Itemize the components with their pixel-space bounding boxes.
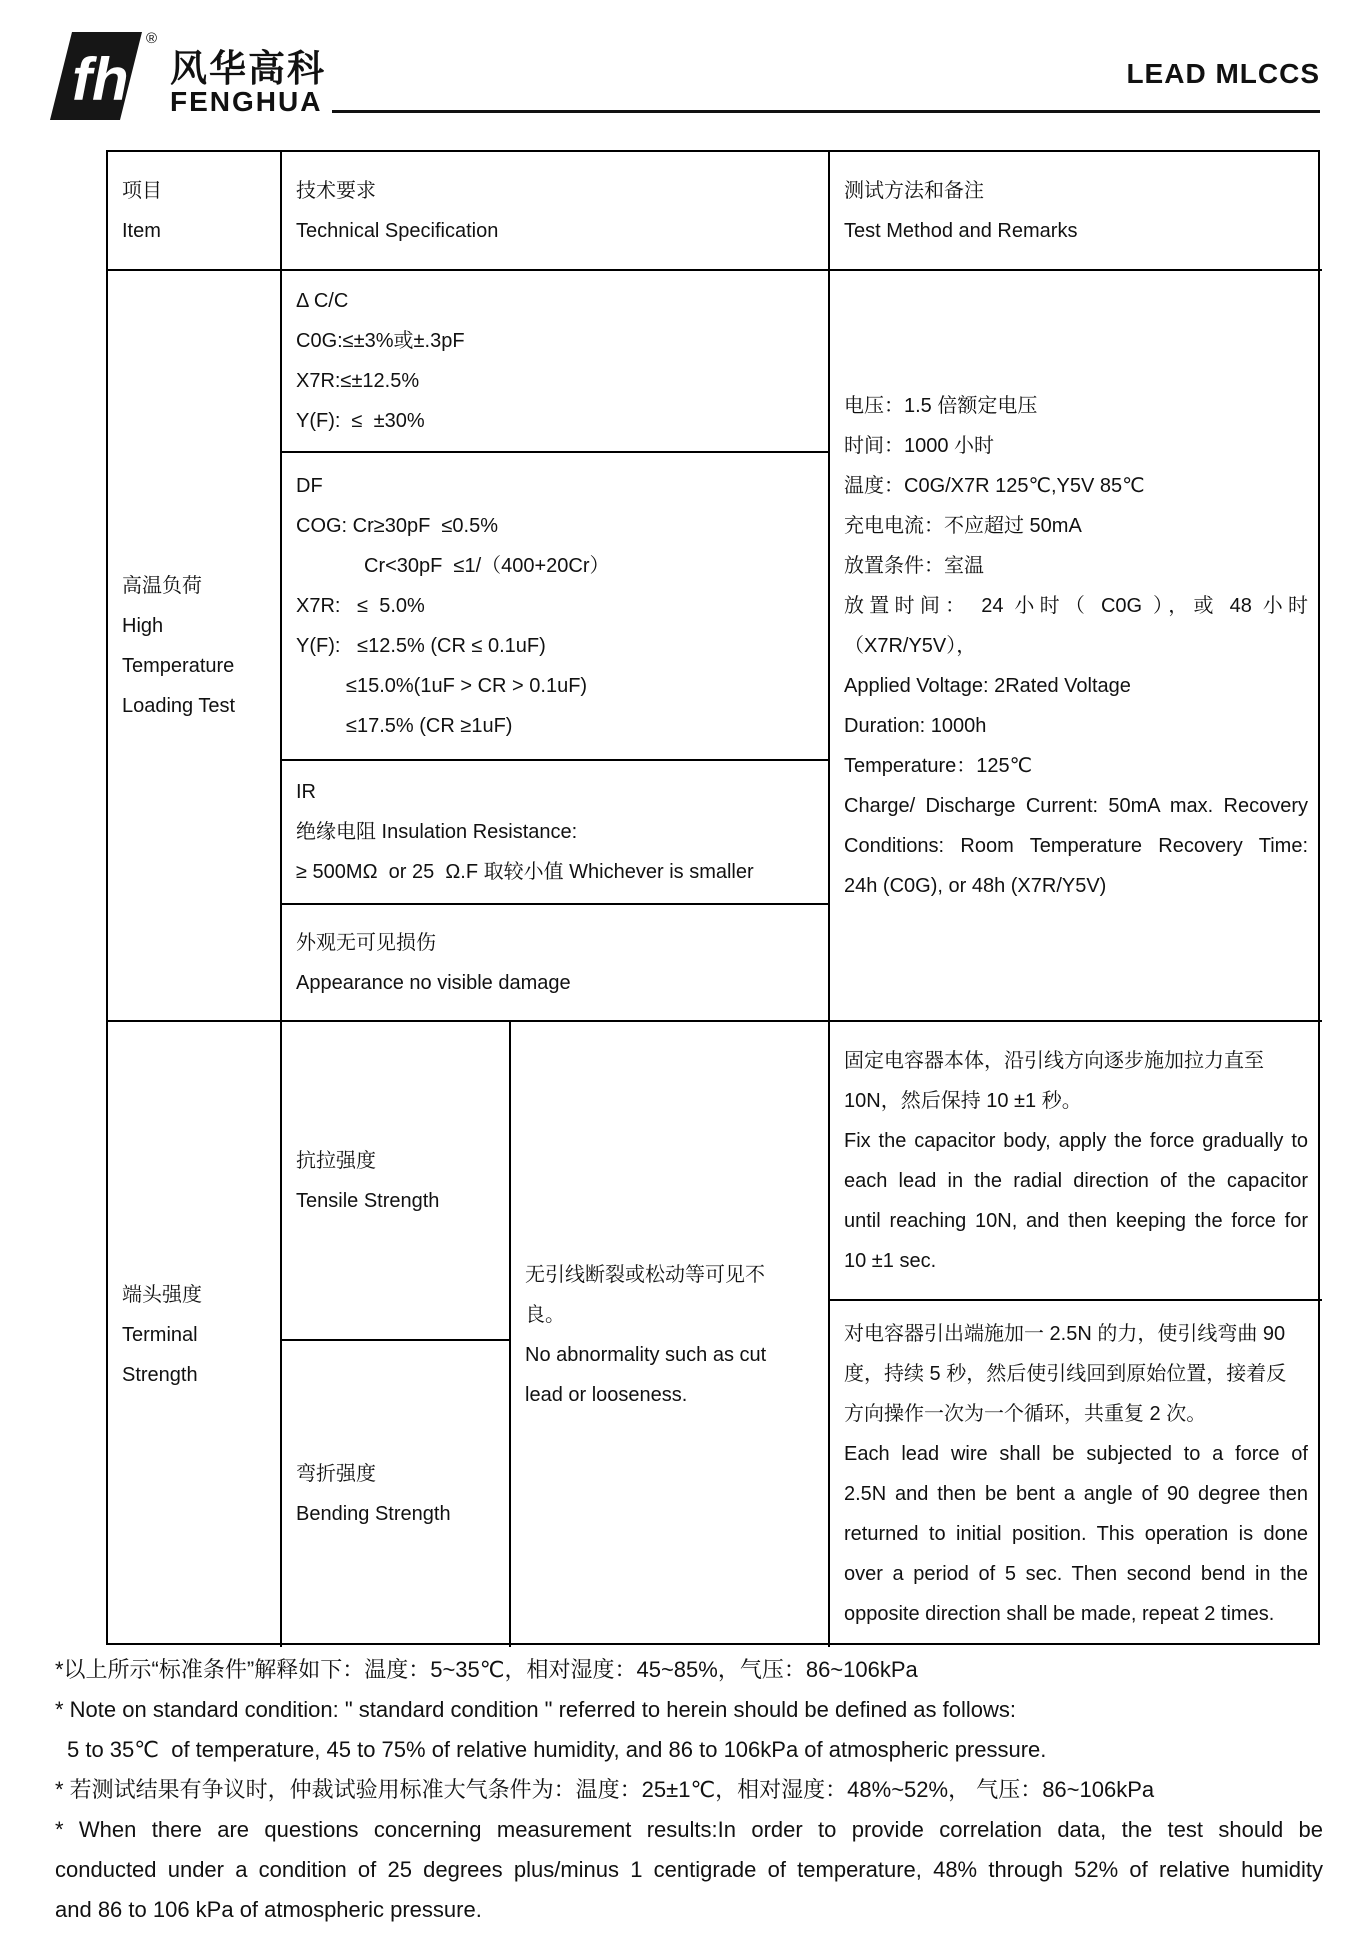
cell-bending-label: [280, 1339, 509, 1647]
svg-text:fh: fh: [72, 46, 129, 113]
text-line: until reaching 10N, and then keeping the force for: [844, 1209, 1308, 1232]
footnote-line: conducted under a condition of 25 degrees plus/minus 1 centigrade of temperature, 48% through 52% of relative humidity: [55, 1857, 1323, 1882]
page-title: LEAD MLCCS: [1126, 58, 1320, 89]
cell-tensile-label: [280, 1020, 509, 1339]
footnotes: [55, 1650, 1323, 1930]
cell-high-temp-item: [108, 269, 280, 1020]
text-line: High: [122, 614, 164, 637]
text-line: 外观无可见损伤: [296, 931, 436, 954]
cell-terminal-criteria: [509, 1020, 828, 1647]
text-line: IR: [296, 781, 316, 803]
text-line: lead or looseness.: [525, 1383, 688, 1406]
header-text: Technical Specification: [296, 219, 499, 242]
text-line: ≤17.5% (CR ≥1uF): [346, 715, 513, 737]
text-line: ≥ 500MΩ or 25 Ω.F 取较小值 Whichever is smaller: [296, 861, 754, 883]
text-line: 方向操作一次为一个循环，共重复 2 次。: [844, 1403, 1207, 1425]
text-line: 时间：1000 小时: [844, 434, 995, 457]
footnote-line: * When there are questions concerning measurement results:In order to provide correlation data, the test should be: [55, 1817, 1323, 1842]
text-line: Bending Strength: [296, 1503, 451, 1525]
text-line: 温度：C0G/X7R 125℃,Y5V 85℃: [844, 474, 1145, 497]
text-line: 电压：1.5 倍额定电压: [844, 394, 1038, 417]
text-line: returned to initial position. This operation is done: [844, 1523, 1308, 1545]
text-line: 绝缘电阻 Insulation Resistance:: [296, 821, 578, 843]
col-header-method: [828, 152, 1322, 269]
text-line: 固定电容器本体，沿引线方向逐步施加拉力直至: [844, 1049, 1264, 1072]
text-line: 对电容器引出端施加一 2.5N 的力，使引线弯曲 90: [844, 1323, 1286, 1345]
footnote-line: and 86 to 106 kPa of atmospheric pressure.: [55, 1897, 482, 1922]
text-line: Y(F): ≤12.5% (CR ≤ 0.1uF): [296, 635, 546, 657]
text-line: 端头强度: [122, 1283, 202, 1306]
brand-name-en: FENGHUA: [170, 86, 323, 117]
header-text: 技术要求: [296, 179, 376, 202]
text-line: 弯折强度: [296, 1463, 376, 1485]
footnote-line: 5 to 35℃ of temperature, 45 to 75% of relative humidity, and 86 to 106kPa of atmospheric pressure.: [67, 1737, 1047, 1762]
brand-name-cn: 风华高科: [170, 48, 326, 89]
cell-terminal-item: [108, 1020, 280, 1647]
text-line: X7R:≤±12.5%: [296, 370, 420, 392]
text-line: Strength: [122, 1363, 198, 1386]
cell-spec-df: [280, 451, 828, 759]
text-line: Fix the capacitor body, apply the force gradually to: [844, 1129, 1308, 1152]
registered-trademark-icon: ®: [146, 30, 158, 47]
text-line: Conditions: Room Temperature Recovery Time:: [844, 834, 1308, 857]
fenghua-logo-icon: [48, 30, 144, 122]
text-line: 抗拉强度: [296, 1149, 376, 1172]
text-line: opposite direction shall be made, repeat 2 times.: [844, 1603, 1275, 1625]
text-line: Y(F): ≤ ±30%: [296, 410, 425, 432]
text-line: over a period of 5 sec. Then second bend in the: [844, 1563, 1308, 1585]
text-line: each lead in the radial direction of the capacitor: [844, 1169, 1308, 1192]
text-line: Cr<30pF ≤1/（400+20Cr）: [364, 555, 610, 577]
text-line: （X7R/Y5V），: [844, 634, 977, 657]
cell-spec-appearance: [280, 903, 828, 1020]
text-line: No abnormality such as cut: [525, 1343, 767, 1366]
text-line: Δ C/C: [296, 290, 349, 312]
col-header-spec: [280, 152, 828, 269]
spec-table: [106, 150, 1320, 1645]
text-line: 10 ±1 sec.: [844, 1249, 937, 1272]
text-line: Terminal: [122, 1323, 198, 1346]
header-text: 项目: [122, 179, 162, 202]
text-line: Tensile Strength: [296, 1189, 440, 1212]
text-line: 高温负荷: [122, 574, 202, 597]
text-line: DF: [296, 475, 323, 497]
text-line: Duration: 1000h: [844, 714, 987, 737]
header-text: Item: [122, 219, 161, 242]
text-line: 良。: [525, 1303, 565, 1326]
cell-method-tensile: [828, 1020, 1322, 1299]
text-line: 放置时间： 24 小时（ C0G ），或 48 小时: [844, 594, 1308, 617]
cell-method-bending: [828, 1299, 1322, 1647]
text-line: Appearance no visible damage: [296, 971, 571, 994]
text-line: Loading Test: [122, 694, 236, 717]
text-line: Charge/ Discharge Current: 50mA max. Recovery: [844, 794, 1308, 817]
header-text: Test Method and Remarks: [844, 219, 1078, 242]
text-line: 无引线断裂或松动等可见不: [525, 1263, 765, 1286]
text-line: X7R: ≤ 5.0%: [296, 595, 425, 617]
footnote-line: * Note on standard condition: " standard condition " referred to herein should be defined as follows:: [55, 1697, 1016, 1722]
text-line: 24h (C0G), or 48h (X7R/Y5V): [844, 874, 1107, 897]
header-rule: [332, 110, 1320, 113]
text-line: 2.5N and then be bent a angle of 90 degree then: [844, 1483, 1308, 1505]
text-line: Each lead wire shall be subjected to a force of: [844, 1443, 1308, 1465]
text-line: COG: Cr≥30pF ≤0.5%: [296, 515, 499, 537]
text-line: Applied Voltage: 2Rated Voltage: [844, 674, 1131, 697]
footnote-line: *以上所示“标准条件”解释如下：温度：5~35℃，相对湿度：45~85%，气压：86~106kPa: [55, 1657, 918, 1682]
header-text: 测试方法和备注: [844, 179, 984, 202]
text-line: Temperature: [122, 654, 235, 677]
footnote-line: * 若测试结果有争议时，仲裁试验用标准大气条件为：温度：25±1℃，相对湿度：48%~52%， 气压：86~106kPa: [55, 1777, 1155, 1802]
text-line: 度，持续 5 秒，然后使引线回到原始位置，接着反: [844, 1363, 1287, 1385]
text-line: 充电电流：不应超过 50mA: [844, 514, 1082, 537]
text-line: 放置条件：室温: [844, 554, 984, 577]
col-header-item: [108, 152, 280, 269]
cell-method-high-temp: [828, 269, 1322, 1020]
text-line: Temperature：125℃: [844, 754, 1033, 777]
cell-spec-ir: [280, 759, 828, 903]
text-line: 10N，然后保持 10 ±1 秒。: [844, 1089, 1082, 1112]
cell-spec-capacitance-change: [280, 269, 828, 451]
text-line: C0G:≤±3%或±.3pF: [296, 330, 465, 352]
text-line: ≤15.0%(1uF > CR > 0.1uF): [346, 675, 588, 697]
